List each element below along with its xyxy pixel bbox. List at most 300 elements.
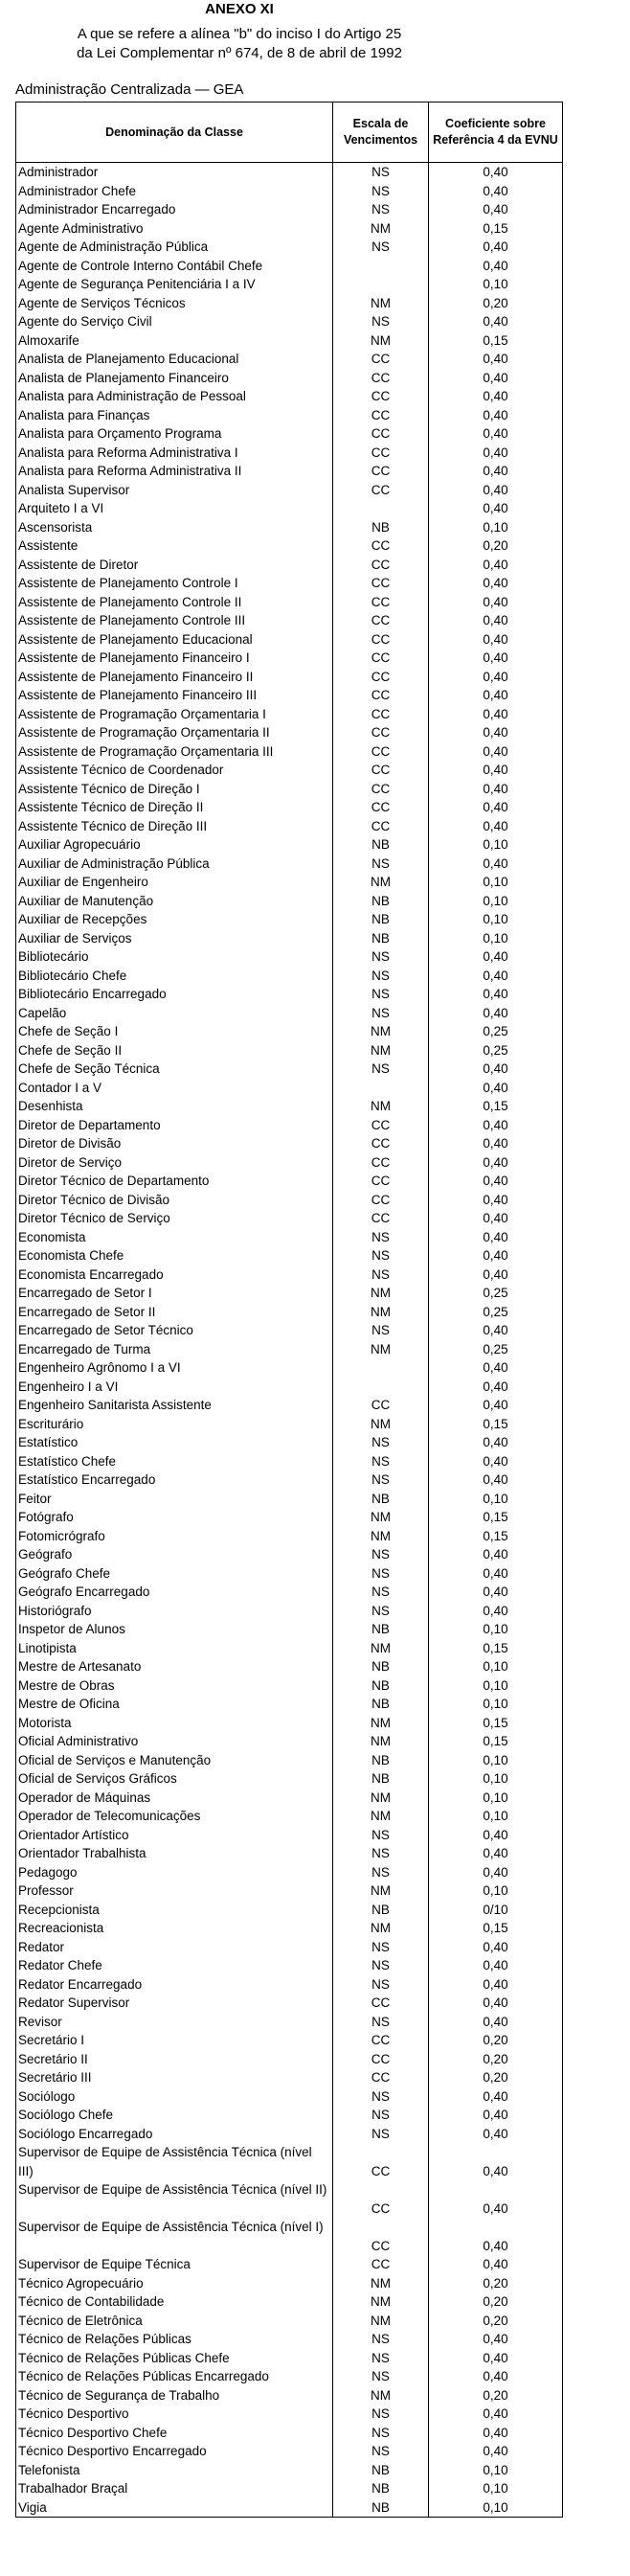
class-name-cell: Administrador [18, 165, 99, 179]
class-name-cell: Chefe de Seção Técnica [18, 1061, 160, 1076]
table-row [16, 705, 562, 724]
class-name-cell: Diretor de Serviço [18, 1154, 123, 1170]
coeficiente-cell: 0,10 [483, 1883, 508, 1898]
class-name-cell: Economista Chefe [18, 1248, 124, 1263]
escala-cell: NM [371, 1304, 391, 1319]
escala-cell: NB [371, 837, 390, 852]
classes-table [15, 102, 563, 2518]
table-row [16, 855, 562, 874]
class-name-cell: Técnico de Contabilidade [18, 2294, 165, 2309]
table-row [16, 668, 562, 687]
class-name-cell: Engenheiro Sanitarista Assistente [18, 1398, 212, 1412]
table-row [16, 1769, 562, 1789]
escala-cell: NM [371, 1715, 391, 1730]
table-row [16, 723, 562, 742]
class-name-cell: Agente de Serviços Técnicos [18, 295, 186, 310]
escala-cell: NS [371, 2369, 390, 2383]
class-name-cell: Contador I a V [18, 1080, 102, 1095]
coeficiente-cell: 0,40 [483, 743, 508, 759]
class-name-cell: Fotógrafo [18, 1510, 74, 1524]
escala-cell: NS [371, 2425, 390, 2440]
escala-cell: NS [371, 2332, 390, 2346]
coeficiente-cell: 0,15 [483, 1099, 508, 1113]
class-name-cell: Capelão [18, 1005, 67, 1020]
table-row [16, 985, 562, 1004]
escala-cell: NS [371, 2444, 390, 2458]
escala-cell: CC [371, 613, 391, 627]
escala-cell: NM [371, 1528, 391, 1543]
escala-cell: CC [371, 445, 391, 460]
escala-cell: CC [371, 631, 391, 647]
coeficiente-cell: 0,25 [483, 1286, 508, 1300]
column-header-coeficiente: Coeficiente sobre Referência 4 da EVNU [433, 117, 558, 147]
table-row [16, 1022, 562, 1041]
escala-cell: CC [371, 688, 391, 702]
coeficiente-cell: 0,40 [483, 407, 508, 422]
class-name-cell: Assistente de Planejamento Financeiro II [18, 669, 254, 684]
escala-cell: CC [371, 706, 391, 721]
coeficiente-cell: 0,40 [483, 1136, 508, 1151]
table-row [16, 1303, 562, 1322]
escala-cell: NM [371, 2313, 391, 2328]
coeficiente-cell: 0,40 [483, 631, 508, 647]
coeficiente-cell: 0,20 [483, 295, 508, 310]
table-row [16, 1153, 562, 1173]
class-name-cell: Assistente de Programação Orçamentaria III [18, 743, 274, 759]
class-name-cell: Pedagogo [18, 1864, 78, 1880]
table-row [16, 630, 562, 650]
escala-cell: NB [371, 1771, 390, 1786]
table-row [16, 2367, 562, 2386]
class-name-cell: Estatístico Chefe [18, 1453, 117, 1469]
escala-cell: NS [371, 1939, 390, 1954]
table-row [16, 2312, 562, 2331]
table-row [16, 2255, 562, 2274]
coeficiente-cell: 0,40 [483, 1864, 508, 1880]
coeficiente-cell: 0,20 [483, 2033, 508, 2047]
coeficiente-cell: 0,40 [483, 314, 508, 329]
class-name-cell: Vigia [18, 2499, 47, 2515]
table-row [16, 1676, 562, 1696]
class-name-cell: Analista para Orçamento Programa [18, 426, 222, 441]
escala-cell: CC [371, 2070, 391, 2085]
coeficiente-cell: 0,15 [483, 1416, 508, 1431]
escala-cell: CC [371, 2051, 391, 2066]
table-row [16, 798, 562, 817]
coeficiente-cell: 0,10 [483, 912, 508, 926]
table-row [16, 892, 562, 911]
table-row [16, 1172, 562, 1191]
coeficiente-cell: 0,40 [483, 202, 508, 217]
table-row [16, 593, 562, 612]
class-name-cell: Supervisor de Equipe de Assistência Técnica (nível I) [18, 2220, 324, 2234]
coeficiente-cell: 0,40 [483, 688, 508, 702]
escala-cell: CC [371, 576, 391, 590]
table-row [16, 2405, 562, 2424]
class-name-cell: Auxiliar de Recepções [18, 912, 147, 926]
escala-cell: NM [371, 1510, 391, 1524]
coeficiente-cell: 0,40 [483, 482, 508, 497]
class-name-cell: Escriturário [18, 1416, 84, 1431]
table-row [16, 574, 562, 593]
coeficiente-cell: 0,40 [483, 1154, 508, 1170]
coeficiente-cell: 0,40 [483, 1565, 508, 1581]
table-row [16, 1209, 562, 1228]
coeficiente-cell: 0,40 [483, 1398, 508, 1412]
escala-cell: CC [371, 407, 391, 422]
table-row [16, 499, 562, 518]
table-row [16, 1340, 562, 1359]
escala-cell: NB [371, 1491, 390, 1506]
class-name-cell: Sociólogo Chefe [18, 2108, 114, 2122]
coeficiente-cell: 0,40 [483, 1584, 508, 1599]
escala-cell: NS [371, 1976, 390, 1992]
table-row [16, 2274, 562, 2293]
class-name-cell: Oficial de Serviços Gráficos [18, 1771, 177, 1786]
table-row [16, 1527, 562, 1546]
escala-cell: CC [371, 1211, 391, 1225]
class-name-cell: Assistente de Planejamento Controle III [18, 613, 246, 627]
coeficiente-cell: 0,40 [483, 763, 508, 777]
escala-cell: NB [371, 2481, 390, 2496]
table-row [16, 1901, 562, 1920]
table-row [16, 462, 562, 481]
coeficiente-cell: 0,40 [483, 2108, 508, 2122]
coeficiente-cell: 0,40 [483, 183, 508, 198]
class-name-cell: Técnico de Relações Públicas Encarregado [18, 2369, 269, 2383]
table-row [16, 1079, 562, 1098]
class-name-cell: Secretário II [18, 2051, 88, 2066]
escala-cell: NM [371, 2387, 391, 2403]
escala-cell: CC [371, 669, 391, 684]
table-row [16, 1789, 562, 1808]
table-row [16, 1004, 562, 1023]
table-row [16, 2106, 562, 2125]
class-name-cell: Historiógrafo [18, 1603, 92, 1618]
class-name-cell: Chefe de Seção II [18, 1042, 123, 1058]
coeficiente-cell: 0,40 [483, 1846, 508, 1860]
coeficiente-cell: 0,10 [483, 1752, 508, 1767]
coeficiente-cell: 0,20 [483, 2070, 508, 2085]
coeficiente-cell: 0,20 [483, 2387, 508, 2403]
escala-cell: NS [371, 2406, 390, 2421]
table-row [16, 1265, 562, 1285]
table-row [16, 649, 562, 668]
escala-cell: NM [371, 220, 391, 236]
escala-cell: NB [371, 1752, 390, 1767]
section-caption: Administração Centralizada — GEA [15, 81, 244, 98]
class-name-cell: Oficial de Serviços e Manutenção [18, 1752, 212, 1767]
table-row [16, 1602, 562, 1621]
class-name-cell: Secretário I [18, 2033, 85, 2047]
class-name-cell: Assistente de Planejamento Financeiro III [18, 688, 258, 702]
escala-cell: CC [371, 594, 391, 609]
escala-cell: NS [371, 949, 390, 964]
coeficiente-cell: 0,10 [483, 519, 508, 535]
class-name-cell: Técnico Desportivo [18, 2406, 129, 2421]
class-name-cell: Assistente de Planejamento Educacional [18, 631, 253, 647]
coeficiente-cell: 0,25 [483, 1024, 508, 1038]
table-row [16, 238, 562, 257]
coeficiente-cell: 0,40 [483, 1603, 508, 1618]
coeficiente-cell: 0,10 [483, 2462, 508, 2477]
class-name-cell: Professor [18, 1883, 74, 1898]
table-row [16, 406, 562, 425]
table-row [16, 2292, 562, 2312]
coeficiente-cell: 0,15 [483, 332, 508, 348]
table-row [16, 1919, 562, 1938]
escala-cell: CC [371, 818, 391, 833]
escala-cell: NM [371, 1883, 391, 1898]
escala-cell: NS [371, 1958, 390, 1972]
class-name-cell: Geógrafo [18, 1547, 73, 1562]
coeficiente-cell: 0,10 [483, 1809, 508, 1823]
coeficiente-cell: 0,15 [483, 220, 508, 236]
table-row [16, 873, 562, 892]
class-name-cell: Mestre de Artesanato [18, 1659, 142, 1674]
table-row [16, 1415, 562, 1434]
escala-cell: CC [371, 800, 391, 814]
table-row [16, 947, 562, 967]
column-header-denominacao: Denominação da Classe [105, 125, 243, 139]
coeficiente-cell: 0,10 [483, 875, 508, 889]
class-name-cell: Chefe de Seção I [18, 1024, 119, 1038]
coeficiente-cell: 0,40 [483, 352, 508, 366]
table-row [16, 686, 562, 705]
escala-cell: NS [371, 1248, 390, 1263]
escala-cell: NB [371, 1659, 390, 1674]
class-name-cell: Engenheiro Agrônomo I a VI [18, 1360, 181, 1375]
table-row [16, 2330, 562, 2349]
class-name-cell: Orientador Trabalhista [18, 1846, 146, 1860]
table-row [16, 910, 562, 929]
table-body [16, 163, 562, 2517]
class-name-cell: Linotipista [18, 1640, 77, 1655]
escala-cell: CC [371, 352, 391, 366]
escala-cell: NS [371, 1435, 390, 1449]
table-row [16, 2143, 562, 2180]
coeficiente-cell: 0,15 [483, 1510, 508, 1524]
class-name-cell: Operador de Telecomunicações [18, 1809, 201, 1823]
coeficiente-cell: 0,40 [483, 1958, 508, 1972]
escala-cell: NM [371, 1809, 391, 1823]
coeficiente-cell: 0,40 [483, 669, 508, 684]
escala-cell: CC [371, 538, 391, 553]
coeficiente-cell: 0,25 [483, 1304, 508, 1319]
column-header-escala: Escala de Vencimentos [343, 117, 418, 147]
coeficiente-cell: 0,40 [483, 725, 508, 740]
table-row [16, 1639, 562, 1658]
coeficiente-cell: 0,40 [483, 501, 508, 515]
table-row [16, 1695, 562, 1714]
escala-cell: NM [371, 875, 391, 889]
class-name-cell: Economista [18, 1229, 86, 1244]
coeficiente-cell: 0,10 [483, 1697, 508, 1711]
coeficiente-cell: 0,10 [483, 1771, 508, 1786]
escala-cell: CC [371, 1192, 391, 1207]
coeficiente-cell: 0,20 [483, 2294, 508, 2309]
class-name-cell: Diretor de Departamento [18, 1117, 161, 1132]
table-row [16, 1396, 562, 1415]
class-name-cell: Auxiliar de Serviços [18, 930, 132, 946]
escala-cell: NM [371, 1042, 391, 1058]
table-row [16, 331, 562, 351]
table-row [16, 1321, 562, 1340]
class-name-cell: Supervisor de Equipe de Assistência Técnica (nível II) [18, 2182, 327, 2197]
class-name-cell: Assistente Técnico de Direção I [18, 781, 200, 796]
class-name-cell: Técnico de Eletrônica [18, 2313, 143, 2328]
table-row [16, 929, 562, 948]
coeficiente-cell: 0,40 [483, 1174, 508, 1188]
coeficiente-cell: 0,40 [483, 800, 508, 814]
coeficiente-cell: 0,40 [483, 576, 508, 590]
class-name-cell: Assistente Técnico de Direção III [18, 818, 208, 833]
table-row [16, 1378, 562, 1397]
escala-cell: CC [371, 1136, 391, 1151]
coeficiente-cell: 0,25 [483, 1042, 508, 1058]
coeficiente-cell: 0,40 [483, 557, 508, 572]
table-row [16, 2218, 562, 2255]
class-name-cell: Técnico de Segurança de Trabalho [18, 2387, 220, 2403]
escala-cell: NS [371, 1603, 390, 1618]
escala-cell: NS [371, 1565, 390, 1581]
table-row [16, 444, 562, 463]
table-row [16, 1583, 562, 1602]
table-row [16, 1956, 562, 1975]
table-row [16, 1358, 562, 1378]
escala-cell: CC [371, 1174, 391, 1188]
escala-cell: NS [371, 1061, 390, 1076]
class-name-cell: Inspetor de Alunos [18, 1622, 125, 1636]
escala-cell: NM [371, 2275, 391, 2291]
class-name-cell: Oficial Administrativo [18, 1734, 139, 1748]
table-row [16, 1657, 562, 1676]
table-row [16, 1545, 562, 1564]
coeficiente-cell: 0,40 [483, 1323, 508, 1337]
escala-cell: NM [371, 1734, 391, 1748]
class-name-cell: Redator [18, 1939, 65, 1954]
coeficiente-cell: 0,40 [483, 1061, 508, 1076]
table-row [16, 2442, 562, 2461]
coeficiente-cell: 0,40 [483, 855, 508, 871]
class-name-cell: Bibliotecário [18, 949, 89, 964]
class-name-cell: Desenhista [18, 1099, 83, 1113]
escala-cell: CC [371, 464, 391, 478]
coeficiente-cell: 0,40 [483, 2332, 508, 2346]
coeficiente-cell: 0,40 [483, 968, 508, 983]
class-name-cell: Diretor Técnico de Serviço [18, 1211, 170, 1225]
coeficiente-cell: 0,40 [483, 1211, 508, 1225]
class-name-cell: Agente de Controle Interno Contábil Chefe [18, 258, 263, 273]
coeficiente-cell: 0,15 [483, 1715, 508, 1730]
coeficiente-cell: 0,40 [483, 781, 508, 796]
escala-cell: NS [371, 2088, 390, 2104]
table-row [16, 967, 562, 986]
escala-cell: NB [371, 930, 390, 946]
table-row [16, 1938, 562, 1957]
coeficiente-cell: 0,40 [483, 594, 508, 609]
table-row [16, 835, 562, 855]
table-row [16, 1975, 562, 1995]
class-name-cell: Redator Supervisor [18, 1995, 130, 2010]
class-name-cell: Auxiliar de Engenheiro [18, 875, 148, 889]
table-row [16, 219, 562, 239]
class-name-cell: Mestre de Oficina [18, 1697, 120, 1711]
class-name-cell: Encarregado de Turma [18, 1341, 151, 1356]
escala-cell: NS [371, 855, 390, 871]
coeficiente-cell: 0,40 [483, 1266, 508, 1282]
escala-cell: NS [371, 2126, 390, 2141]
escala-cell: CC [371, 557, 391, 572]
escala-cell: NS [371, 1584, 390, 1599]
escala-cell: CC [371, 2163, 391, 2178]
coeficiente-cell: 0,10 [483, 1790, 508, 1805]
coeficiente-cell: 0,40 [483, 2444, 508, 2458]
escala-cell: CC [371, 763, 391, 777]
table-row [16, 1881, 562, 1901]
coeficiente-cell: 0,40 [483, 370, 508, 385]
class-name-cell: Supervisor de Equipe de Assistência Técnica (nível III) [18, 2145, 312, 2178]
escala-cell: CC [371, 781, 391, 796]
coeficiente-cell: 0,40 [483, 1080, 508, 1095]
class-name-cell: Revisor [18, 2014, 62, 2029]
class-name-cell: Recepcionista [18, 1902, 100, 1917]
coeficiente-cell: 0,10 [483, 930, 508, 946]
class-name-cell: Auxiliar Agropecuário [18, 837, 141, 852]
table-row [16, 1844, 562, 1863]
table-row [16, 2349, 562, 2368]
coeficiente-cell: 0,40 [483, 2088, 508, 2104]
class-name-cell: Encarregado de Setor II [18, 1304, 156, 1319]
coeficiente-cell: 0,40 [483, 2014, 508, 2029]
escala-cell: NS [371, 1547, 390, 1562]
class-name-cell: Auxiliar de Manutenção [18, 893, 154, 908]
class-name-cell: Estatístico Encarregado [18, 1472, 156, 1487]
escala-cell: NS [371, 239, 390, 254]
class-name-cell: Supervisor de Equipe Técnica [18, 2257, 191, 2271]
class-name-cell: Encarregado de Setor I [18, 1286, 152, 1300]
coeficiente-cell: 0,15 [483, 1921, 508, 1935]
table-row [16, 2031, 562, 2050]
table-row [16, 1826, 562, 1845]
document-title: ANEXO XI [205, 1, 274, 17]
escala-cell: NS [371, 987, 390, 1001]
table-row [16, 611, 562, 630]
coeficiente-cell: 0,40 [483, 239, 508, 254]
class-name-cell: Economista Encarregado [18, 1266, 164, 1282]
table-row [16, 1134, 562, 1153]
escala-cell: NB [371, 2462, 390, 2477]
escala-cell: NM [371, 1341, 391, 1356]
coeficiente-cell: 0,20 [483, 2313, 508, 2328]
table-row [16, 1116, 562, 1135]
class-name-cell: Assistente de Planejamento Financeiro I [18, 650, 250, 665]
coeficiente-cell: 0,20 [483, 2051, 508, 2066]
table-row [16, 1508, 562, 1527]
escala-cell: CC [371, 725, 391, 740]
coeficiente-cell: 0,40 [483, 165, 508, 179]
coeficiente-cell: 0,10 [483, 2499, 508, 2515]
coeficiente-cell: 0,40 [483, 1005, 508, 1020]
coeficiente-cell: 0,40 [483, 1995, 508, 2010]
escala-cell: NM [371, 295, 391, 310]
escala-cell: NM [371, 1416, 391, 1431]
coeficiente-cell: 0,40 [483, 1192, 508, 1207]
coeficiente-cell: 0,40 [483, 2200, 508, 2216]
table-row [16, 1994, 562, 2013]
escala-cell: NB [371, 893, 390, 908]
table-row [16, 556, 562, 575]
